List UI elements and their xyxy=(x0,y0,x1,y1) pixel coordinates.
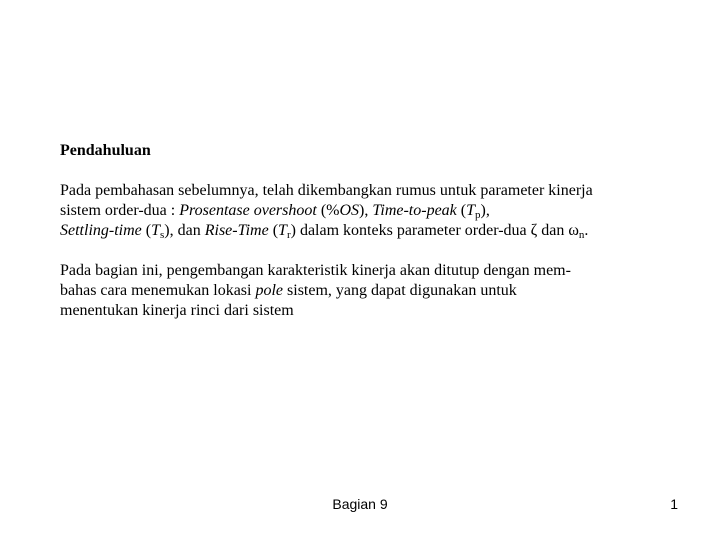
symbol-ts: T xyxy=(151,222,160,239)
text-run: sistem order-dua : xyxy=(60,202,180,219)
symbol-tr-subscript: r xyxy=(286,229,291,241)
symbol-tp: T xyxy=(466,202,476,219)
text-run: ), dan xyxy=(164,222,205,239)
text-run: ), xyxy=(359,202,373,219)
symbol-ts-subscript: s xyxy=(160,229,165,241)
symbol-omega-subscript: n xyxy=(578,229,585,241)
section-heading: Pendahuluan xyxy=(60,142,151,159)
text-run: ) dalam konteks parameter order-dua ζ dan ω xyxy=(290,222,579,239)
text-run: ( xyxy=(268,222,279,239)
paragraph-scope xyxy=(60,261,680,321)
paragraph-scope-line-2 xyxy=(60,281,680,301)
term-rise-time: Rise-Time xyxy=(204,222,269,239)
symbol-tr: T xyxy=(278,222,287,239)
symbol-os: OS xyxy=(339,202,360,219)
slide-content xyxy=(60,141,680,341)
symbol-tp-subscript: p xyxy=(475,209,481,221)
text-run: ( xyxy=(141,222,152,239)
footer-section-label: Bagian 9 xyxy=(332,496,388,512)
paragraph-intro-line-3 xyxy=(60,221,680,241)
text-run: ), xyxy=(480,202,490,219)
paragraph-intro-line-1: Pada pembahasan sebelumnya, telah dikembangkan rumus untuk parameter kinerja xyxy=(60,182,593,199)
text-run: bahas cara menemukan lokasi xyxy=(60,282,256,299)
paragraph-scope-line-3: menentukan kinerja rinci dari sistem xyxy=(60,302,294,319)
paragraph-intro-line-2 xyxy=(60,201,680,221)
term-overshoot: Prosentase overshoot xyxy=(179,202,317,219)
text-run: sistem, yang dapat digunakan untuk xyxy=(283,282,517,299)
paragraph-intro xyxy=(60,181,680,241)
text-run: . xyxy=(584,222,589,239)
paragraph-scope-line-1: Pada bagian ini, pengembangan karakteristik kinerja akan ditutup dengan mem- xyxy=(60,262,571,279)
footer-page-number: 1 xyxy=(670,496,678,512)
term-settling-time: Settling-time xyxy=(60,222,142,239)
text-run: ( xyxy=(456,202,467,219)
term-pole: pole xyxy=(255,282,284,299)
term-time-to-peak: Time-to-peak xyxy=(372,202,457,219)
text-run: (% xyxy=(316,202,340,219)
